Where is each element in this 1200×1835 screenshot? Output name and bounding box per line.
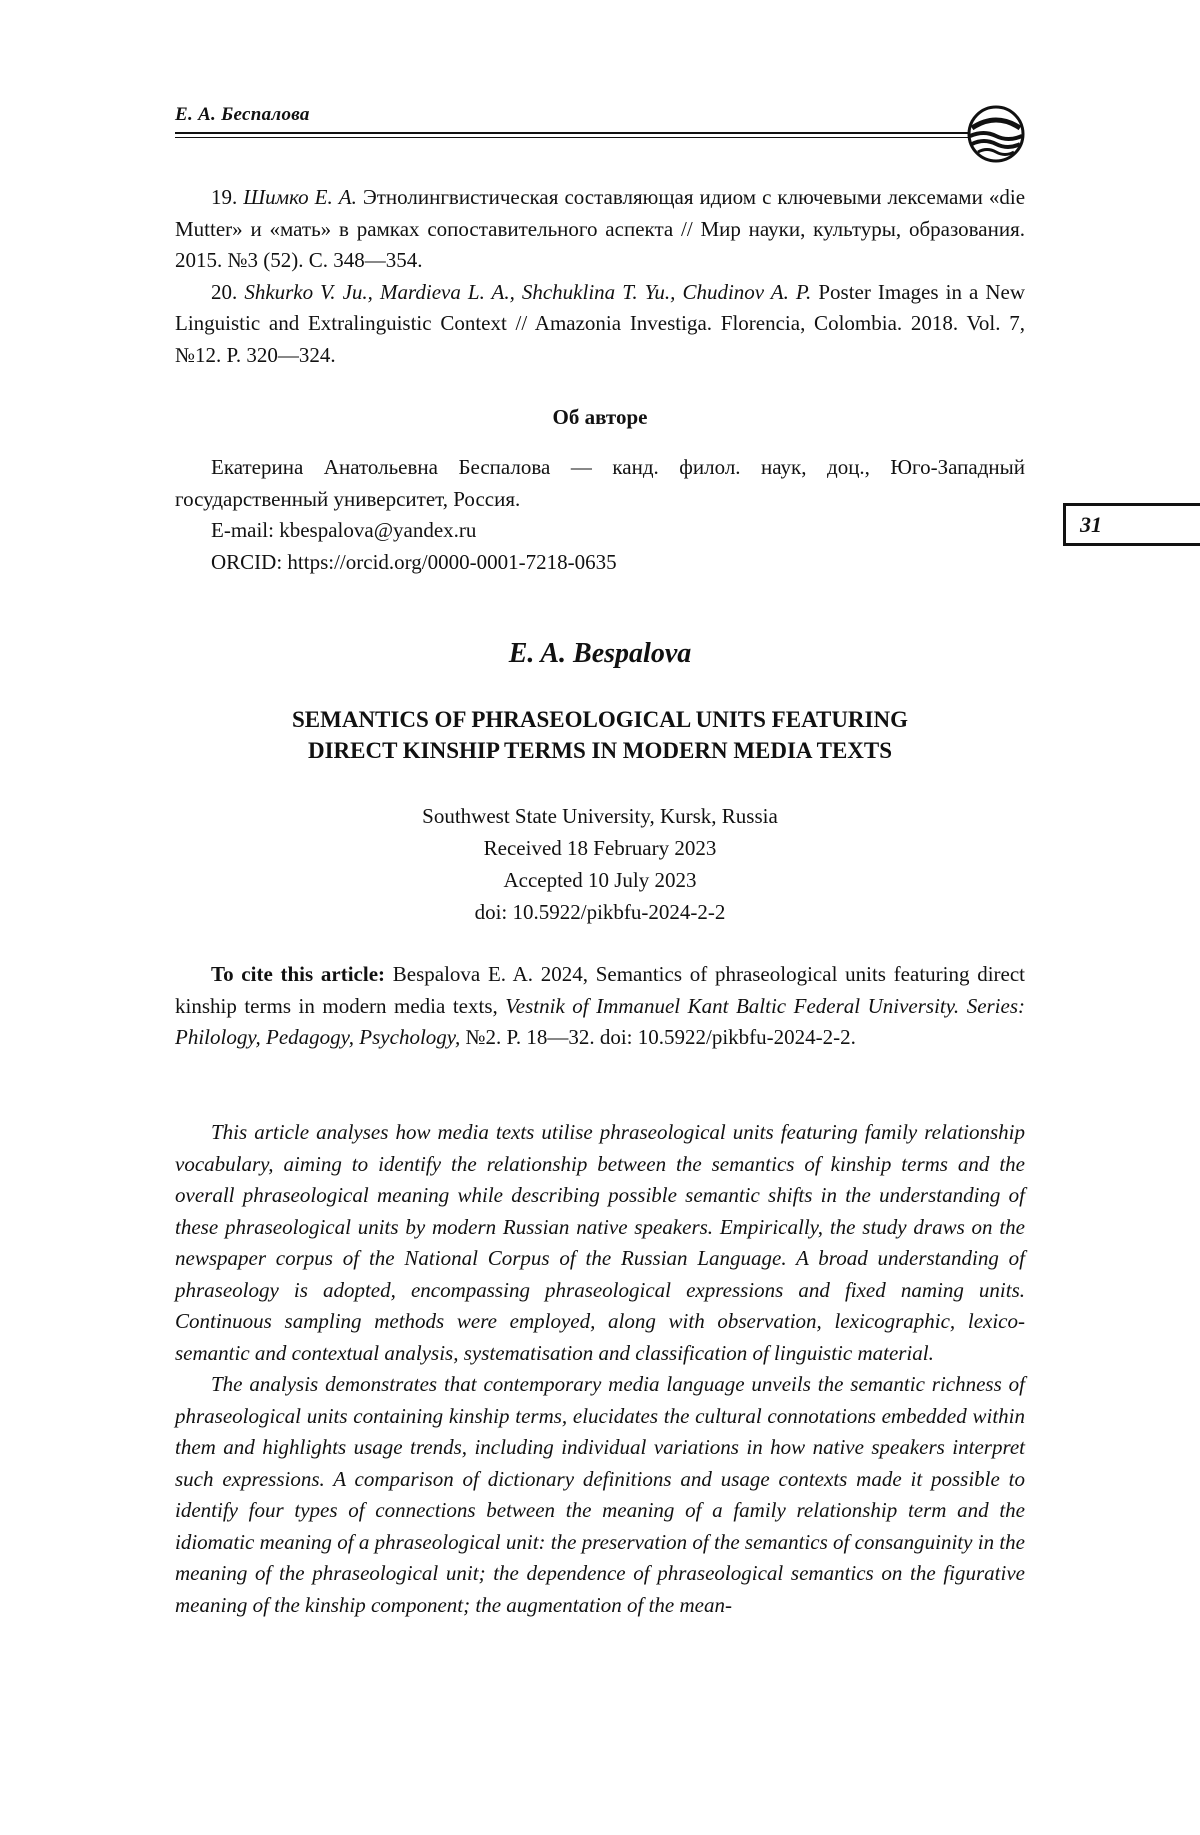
header-rule [175,132,980,134]
reference-number: 20. [211,279,238,304]
article-meta [175,800,1025,928]
reference-item [175,182,1025,277]
affiliation: Southwest State University, Kursk, Russia [422,804,778,828]
author-email: E-mail: kbespalova@yandex.ru [211,518,477,543]
article-author-en: E. A. Bespalova [508,638,692,669]
author-bio: Екатерина Анатольевна Беспалова — канд. филол. наук, доц., Юго-Западный государственный университет, Россия. [175,455,1025,511]
reference-text: Этнолингвистическая составляющая идиом с ключевыми лексемами «die Mutter» и «мать» в рамках сопоставительного аспекта // Мир науки, культуры, образования. 2015. №3 (52). С. 348—354. [175,185,1026,273]
reference-authors: Shkurko V. Ju., Mardieva L. A., Shchuklina T. Yu., Chudinov A. P. [244,279,812,304]
reference-item [175,277,1025,372]
citation-label: To cite this article: [211,962,386,986]
article-title-line: SEMANTICS OF PHRASEOLOGICAL UNITS FEATURING [292,707,908,732]
article-title-en [175,704,1025,766]
received-date: Received 18 February 2023 [483,836,717,860]
reference-number: 19. [211,185,238,209]
about-author-section [175,452,1025,578]
abstract-paragraph: This article analyses how media texts utilise phraseological units featuring family relationship vocabulary, aiming to identify the relationship between the semantics of kinship terms and the overall phraseological meaning while describing possible semantic shifts in the understanding of these phraseological units by modern Russian native speakers. Empirically, the study draws on the newspaper corpus of the National Corpus of the Russian Language. A broad understanding of phraseology is adopted, encompassing phraseological expressions and fixed naming units. Continuous sampling methods were employed, along with observation, lexicographic, lexico-semantic and contextual analysis, systematisation and classification of linguistic material. [175,1120,1025,1365]
page-number: 31 [1063,503,1200,546]
reference-text: Poster Images in a New Linguistic and Extralinguistic Context // Amazonia Investiga. Florencia, Colombia. 2018. Vol. 7, №12. P. 320—324. [175,279,1026,367]
citation-text: Bespalova E. A. 2024, Semantics of phraseological units featuring direct kinship terms in modern media texts, [175,962,1026,1018]
citation-paragraph [175,959,1025,1054]
running-header-author: Е. А. Беспалова [175,104,310,125]
reference-list [175,182,1025,372]
about-author-heading: Об авторе [552,405,648,429]
citation-block [175,959,1025,1054]
reference-authors: Шимко Е. А. [243,185,357,209]
journal-wave-logo-icon [966,104,1026,164]
citation-issue: №2. P. 18—32. doi: 10.5922/pikbfu-2024-2-2. [465,1025,856,1050]
author-orcid: ORCID: https://orcid.org/0000-0001-7218-0635 [211,549,617,574]
article-title-line: DIRECT KINSHIP TERMS IN MODERN MEDIA TEXTS [307,738,893,763]
abstract-paragraph: The analysis demonstrates that contemporary media language unveils the semantic richness of phraseological units containing kinship terms, elucidates the cultural connotations embedded within them and highlights usage trends, including individual variations in how native speakers interpret such expressions. A comparison of dictionary definitions and usage contexts made it possible to identify four types of connections between the meaning of a family relationship term and the idiomatic meaning of a phraseological unit: the preservation of the semantics of consanguinity in the meaning of the phraseological unit; the dependence of phraseological semantics on the figurative meaning of the kinship component; the augmentation of the mean- [175,1372,1025,1617]
accepted-date: Accepted 10 July 2023 [503,868,697,892]
abstract [175,1117,1025,1621]
header-rule-thin [175,137,980,138]
doi: doi: 10.5922/pikbfu-2024-2-2 [474,900,726,924]
citation-journal: Vestnik of Immanuel Kant Baltic Federal University. Series: Philology, Pedagogy, Psychology, [175,993,1026,1050]
